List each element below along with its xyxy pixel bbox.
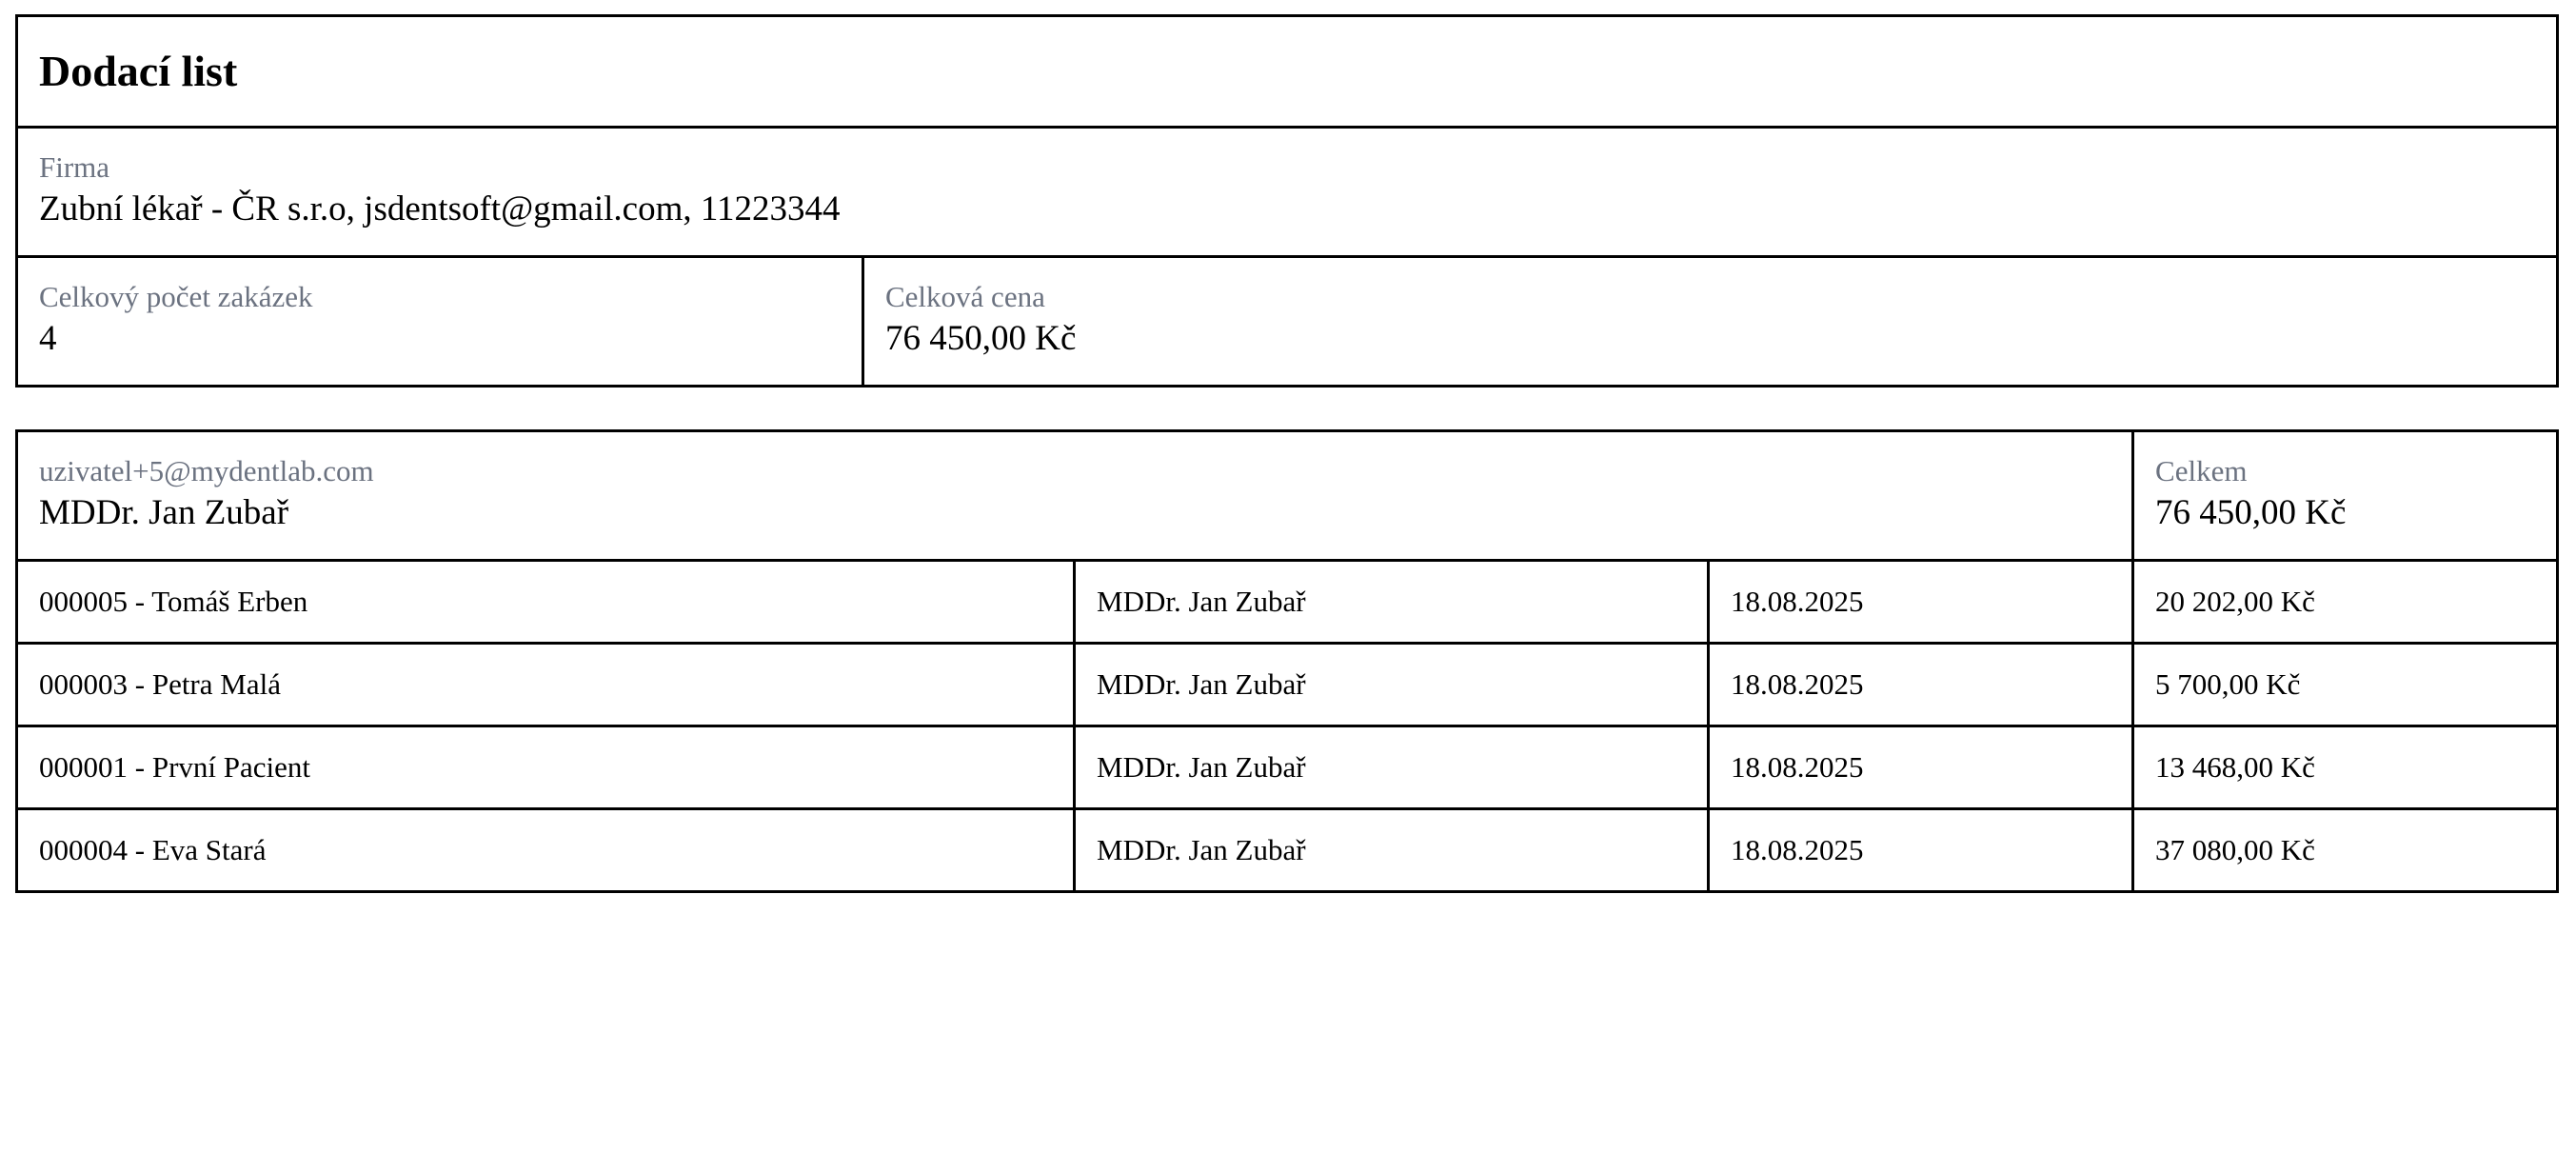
page-title: Dodací list (39, 47, 238, 95)
total-price-label: Celková cena (885, 280, 1045, 313)
group-total-value: 76 450,00 Kč (2155, 493, 2347, 533)
delivery-note (15, 14, 2559, 893)
doctor-cell: MDDr. Jan Zubař (1075, 726, 1709, 809)
header-table (15, 14, 2559, 388)
group-doctor-name: MDDr. Jan Zubař (39, 493, 289, 533)
orders-table (15, 429, 2559, 893)
doctor-cell: MDDr. Jan Zubař (1075, 644, 1709, 726)
table-row (17, 561, 2558, 644)
price-cell: 13 468,00 Kč (2133, 726, 2558, 809)
doctor-cell: MDDr. Jan Zubař (1075, 809, 1709, 892)
group-total-label: Celkem (2155, 454, 2248, 487)
order-count-label: Celkový počet zakázek (39, 280, 313, 313)
company-value: Zubní lékař - ČR s.r.o, jsdentsoft@gmail.com, 11223344 (39, 189, 841, 229)
price-cell: 37 080,00 Kč (2133, 809, 2558, 892)
price-cell: 5 700,00 Kč (2133, 644, 2558, 726)
doctor-cell: MDDr. Jan Zubař (1075, 561, 1709, 644)
order-cell: 000003 - Petra Malá (17, 644, 1075, 726)
group-doctor-cell (17, 431, 2133, 561)
date-cell: 18.08.2025 (1709, 726, 2133, 809)
title-cell (17, 16, 2558, 128)
company-label: Firma (39, 150, 110, 184)
order-count-cell (17, 257, 863, 387)
group-header-row (17, 431, 2558, 561)
table-row (17, 644, 2558, 726)
group-total-cell (2133, 431, 2558, 561)
spacer (15, 388, 2559, 429)
total-price-value: 76 450,00 Kč (885, 319, 1077, 359)
price-cell: 20 202,00 Kč (2133, 561, 2558, 644)
company-cell (17, 128, 2558, 257)
date-cell: 18.08.2025 (1709, 561, 2133, 644)
order-cell: 000004 - Eva Stará (17, 809, 1075, 892)
order-cell: 000001 - První Pacient (17, 726, 1075, 809)
order-count-value: 4 (39, 319, 57, 359)
group-email: uzivatel+5@mydentlab.com (39, 454, 374, 487)
total-price-cell (863, 257, 2558, 387)
date-cell: 18.08.2025 (1709, 644, 2133, 726)
order-cell: 000005 - Tomáš Erben (17, 561, 1075, 644)
date-cell: 18.08.2025 (1709, 809, 2133, 892)
table-row (17, 726, 2558, 809)
table-row (17, 809, 2558, 892)
